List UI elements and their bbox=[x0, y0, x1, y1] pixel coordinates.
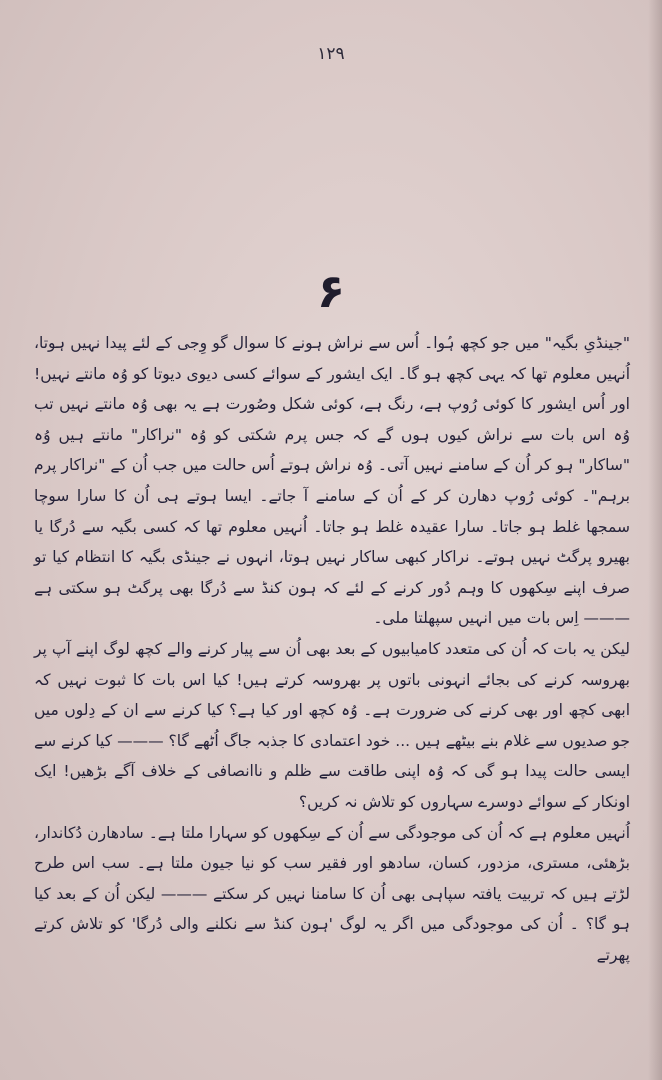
page-edge-shadow bbox=[648, 0, 662, 1080]
paragraph-3: اُنہیں معلوم ہے کہ اُن کی موجودگی سے اُن کے سِکھوں کو سہارا ملتا ہے۔ سادھارن دُکاندار، بڑھئی، مستری، مزدور، کسان، سادھو اور فقیر سب کو نیا جیون ملتا ہے۔ سب اس طرح لڑتے ہیں کہ تربیت یافتہ سپاہی بھی اُن کا سامنا نہیں کر سکتے ——— لیکن اُن کے بعد کیا ہو گا؟ ۔ اُن کی موجودگی میں اگر یہ لوگ 'ہون کنڈ سے نکلنے والی دُرگا' کو تلاش کرتے پھرتے bbox=[34, 823, 630, 964]
paragraph-2: لیکن یہ بات کہ اُن کی متعدد کامیابیوں کے بعد بھی اُن سے پیار کرنے والے کچھ لوگ اپنے آپ پر بھروسہ کرنے کی بجائے انہونی باتوں پر بھروسہ کرتے ہیں! کیا اس بات کا ثبوت نہیں کہ ابھی کچھ اور بھی کرنے کی ضرورت ہے۔ وُہ کچھ اور کیا ہے؟ کیا کرنے سے ان کے دِلوں میں جو صدیوں سے غلام بنے بیٹھے ہیں ... خود اعتمادی کا جذبہ جاگ اُٹھے گا؟ ——— کیا کرنے سے ایسی حالت پیدا ہو گی کہ وُہ اپنی طاقت سے ظلم و ناانصافی کے خلاف آگے بڑھیں! ایک اونکار کے سوائے دوسرے سہاروں کو تلاش نہ کریں؟ bbox=[34, 639, 630, 811]
page-number: ۱۲۹ bbox=[317, 44, 345, 64]
body-text bbox=[34, 328, 630, 970]
chapter-number: ۶ bbox=[316, 264, 346, 318]
paragraph-1: "جینڈیِ بگیہ" میں جو کچھ ہُوا۔ اُس سے نراش ہونے کا سوال گو وِجی کے لئے پیدا نہیں ہوتا، اُنہیں معلوم تھا کہ یہی کچھ ہو گا۔ ایک ایشور کے سوائے کسی دیوی دیوتا کو وُہ مانتے نہیں! اور اُس ایشور کا کوئی رُوپ ہے، رنگ ہے، کوئی شکل وصُورت ہے یہ بھی وُہ مانتے نہیں تب وُہ اس بات سے نراش کیوں ہوں گے کہ جس پرم شکتی کو وُہ "نراکار" مانتے ہیں وُہ "ساکار" ہو کر اُن کے سامنے نہیں آتی۔ وُہ نراش ہوتے اُس حالت میں جب اُن کے "نراکار پرم برہم"۔ کوئی رُوپ دھارن کر کے اُن کے سامنے آ جاتے۔ ایسا ہوتے ہی اُن کا سارا سوچا سمجھا غلط ہو جاتا۔ سارا عقیدہ غلط ہو جاتا۔ اُنہیں معلوم تھا کہ کسی بگیہ سے دُرگا یا بھیرو پرگٹ نہیں ہوتے۔ نراکار کبھی ساکار نہیں ہوتا، انہوں نے جینڈی بگیہ کا انتظام کیا تو صرف اپنے سِکھوں کا وہم دُور کرنے کے لئے کہ ہون کنڈ سے دُرگا بھی پرگٹ ہو سکتی ہے ——— اِس بات میں انہیں سپھلتا ملی۔ bbox=[34, 334, 630, 628]
